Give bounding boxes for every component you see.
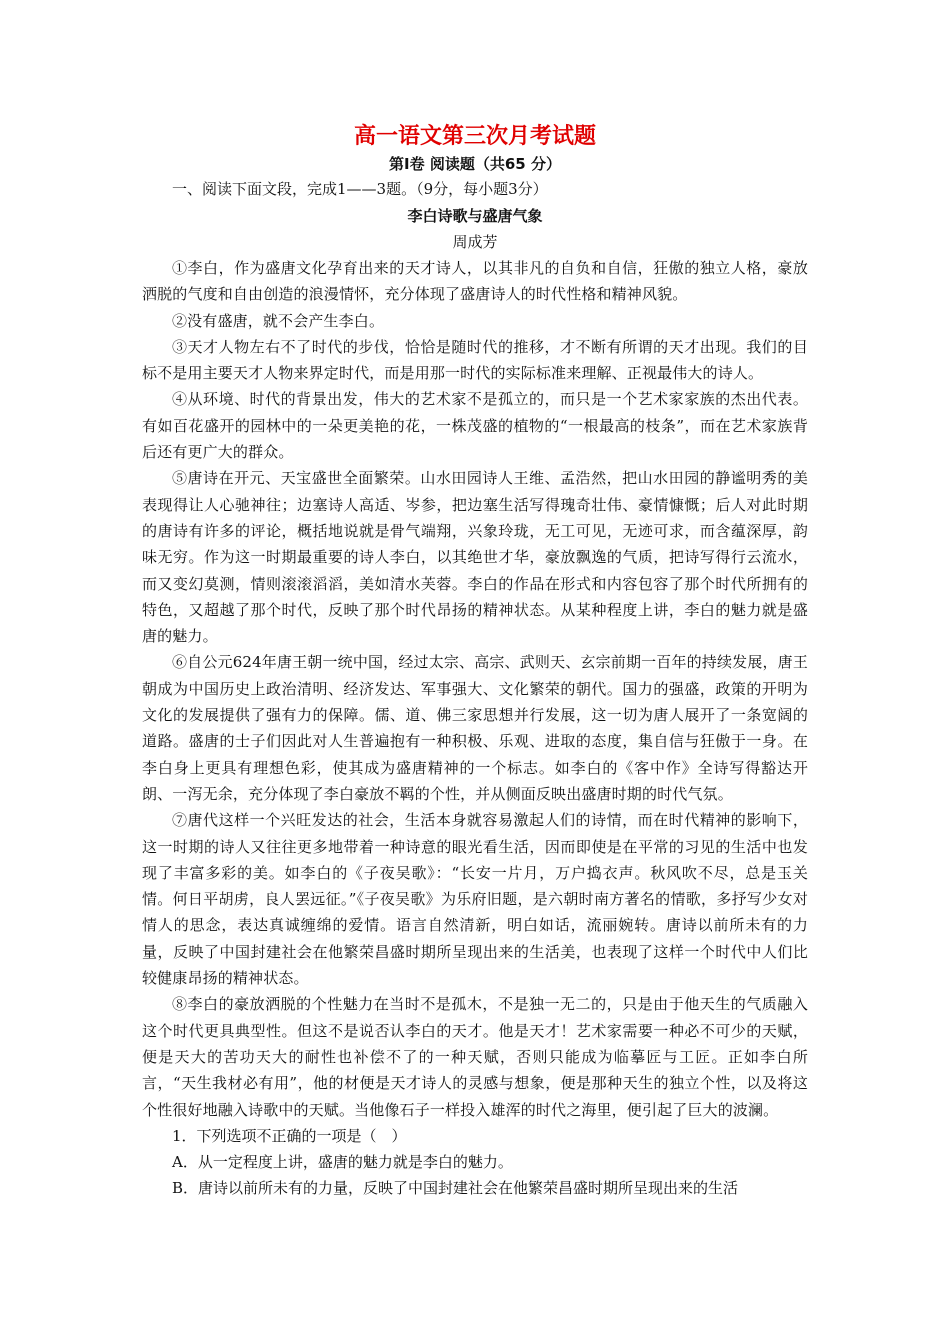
article-paragraph-7: ⑦唐代这样一个兴旺发达的社会，生活本身就容易激起人们的诗情，而在时代精神的影响下，这一时期的诗人又往往更多地带着一种诗意的眼光看生活，因而即使是在平常的习见的生活中也发现了丰富多彩的美。如李白的《子夜吴歌》：“长安一片月，万户捣衣声。秋风吹不尽，总是玉关情。何日平胡虏，良人罢远征。”《子夜吴歌》为乐府旧题，是六朝时南方著名的情歌，多抒写少女对情人的思念，表达真诚缠绵的爱情。语言自然清新，明白如话，流丽婉转。唐诗以前所未有的力量，反映了中国封建社会在他繁荣昌盛时期所呈现出来的生活美，也表现了这样一个时代中人们比较健康昂扬的精神状态。 bbox=[142, 811, 808, 988]
article-paragraph-4: ④从环境、时代的背景出发，伟大的艺术家不是孤立的，而只是一个艺术家家族的杰出代表。有如百花盛开的园林中的一朵更美艳的花，一株茂盛的植物的“一根最高的枝条”，而在艺术家族背后还有更广大的群众。 bbox=[142, 390, 808, 462]
question-1-option-a: A．从一定程度上讲，盛唐的魅力就是李白的魅力。 bbox=[172, 1153, 513, 1172]
reading-instruction: 一、阅读下面文段，完成1——3题。（9分，每小题3分） bbox=[172, 180, 548, 198]
exam-page bbox=[142, 122, 808, 1202]
article-paragraph-5: ⑤唐诗在开元、天宝盛世全面繁荣。山水田园诗人王维、孟浩然，把山水田园的静谧明秀的美表现得让人心驰神往；边塞诗人高适、岑参，把边塞生活写得瑰奇壮伟、豪情慷慨；后人对此时期的唐诗有许多的评论，概括地说就是骨气端翔，兴象玲珑，无工可见，无迹可求，而含蕴深厚，韵味无穷。作为这一时期最重要的诗人李白，以其绝世才华，豪放飘逸的气质，把诗写得行云流水，而又变幻莫测，情则滚滚滔滔，美如清水芙蓉。李白的作品在形式和内容包容了那个时代所拥有的特色，又超越了那个时代，反映了那个时代昂扬的精神状态。从某种程度上讲，李白的魅力就是盛唐的魅力。 bbox=[142, 469, 808, 646]
section-heading: 第Ⅰ卷 阅读题（共65 分） bbox=[389, 155, 561, 173]
article-paragraph-6: ⑥自公元624年唐王朝一统中国，经过太宗、高宗、武则天、玄宗前期一百年的持续发展，唐王朝成为中国历史上政治清明、经济发达、军事强大、文化繁荣的朝代。国力的强盛，政策的开明为文化的发展提供了强有力的保障。儒、道、佛三家思想并行发展，这一切为唐人展开了一条宽阔的道路。盛唐的士子们因此对人生普遍抱有一种积极、乐观、进取的态度，集自信与狂傲于一身。在李白身上更具有理想色彩，使其成为盛唐精神的一个标志。如李白的《客中作》全诗写得豁达开朗、一泻无余，充分体现了李白豪放不羁的个性，并从侧面反映出盛唐时期的时代气氛。 bbox=[142, 653, 808, 803]
article-paragraph-2: ②没有盛唐，就不会产生李白。 bbox=[172, 311, 385, 330]
question-1-option-b: B．唐诗以前所未有的力量，反映了中国封建社会在他繁荣昌盛时期所呈现出来的生活 bbox=[172, 1179, 739, 1198]
article-paragraph-1: ①李白，作为盛唐文化孕育出来的天才诗人，以其非凡的自负和自信，狂傲的独立人格，豪放洒脱的气度和自由创造的浪漫情怀，充分体现了盛唐诗人的时代性格和精神风貌。 bbox=[142, 259, 808, 304]
article-title: 李白诗歌与盛唐气象 bbox=[407, 207, 543, 225]
article-paragraph-8: ⑧李白的豪放洒脱的个性魅力在当时不是孤木，不是独一无二的，只是由于他天生的气质融入这个时代更具典型性。但这不是说否认李白的天才。他是天才！艺术家需要一种必不可少的天赋，便是天大的苦功天大的耐性也补偿不了的一种天赋，否则只能成为临摹匠与工匠。正如李白所言，“天生我材必有用”，他的材便是天才诗人的灵感与想象，便是那种天生的独立个性，以及将这个性很好地融入诗歌中的天赋。当他像石子一样投入雄浑的时代之海里，便引起了巨大的波澜。 bbox=[142, 995, 808, 1119]
article-author: 周成芳 bbox=[452, 233, 498, 251]
article-paragraph-3: ③天才人物左右不了时代的步伐，恰恰是随时代的推移，才不断有所谓的天才出现。我们的目标不是用主要天才人物来界定时代，而是用那一时代的实际标准来理解、正视最伟大的诗人。 bbox=[142, 337, 808, 383]
question-1: 1．下列选项不正确的一项是（ ） bbox=[172, 1126, 407, 1145]
exam-title: 高一语文第三次月考试题 bbox=[353, 124, 596, 149]
